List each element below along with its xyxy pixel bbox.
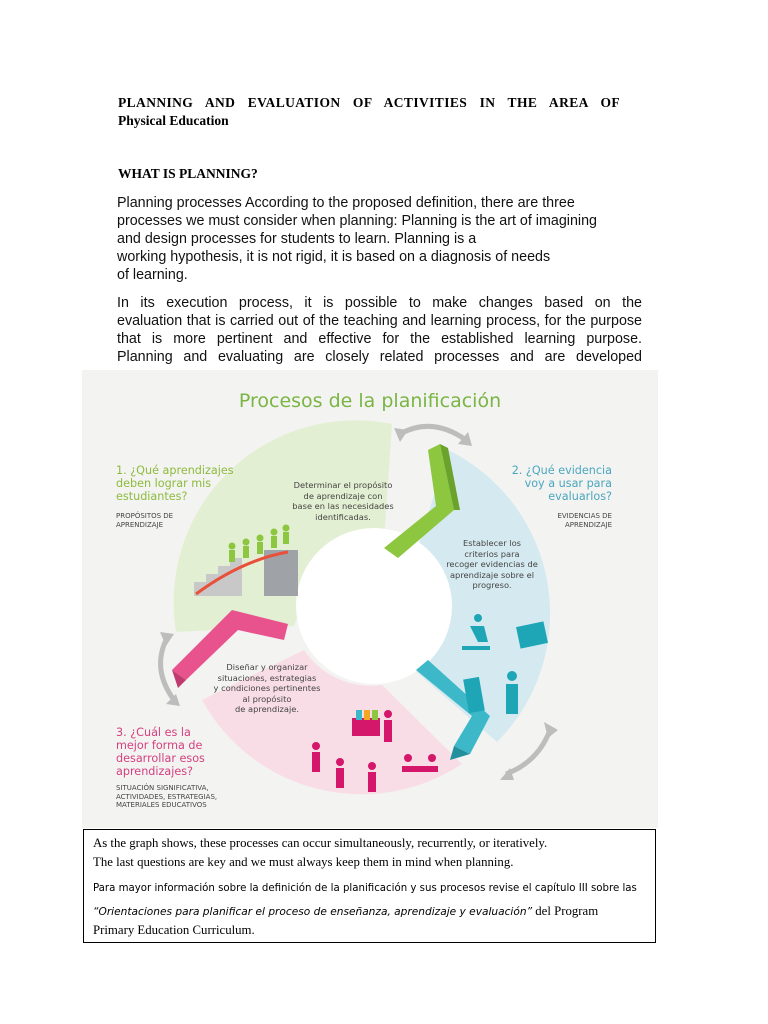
inner-line: de aprendizaje con [303,490,383,501]
inner-line: y condiciones pertinentes [213,683,321,694]
note-line-1: As the graph shows, these processes can occur simultaneously, recurrently, or iteratively. [93,836,548,850]
paragraph-line: Planning processes According to the proposed definition, there are three [117,195,575,211]
paragraph-line: that is more pertinent and effective for the established learning purpose. [117,331,642,347]
question-line: 2. ¿Qué evidencia [511,464,612,477]
cycle-arrow-top-head1 [394,428,408,442]
inner-line: identificadas. [315,511,371,522]
note-line-5: Primary Education Curriculum. [93,923,255,937]
note-italic-title: “Orientaciones para planificar el proceso de enseñanza, aprendizaje y evaluación” [93,906,533,918]
question-line: aprendizajes? [116,765,193,778]
note-line-2: The last questions are key and we must always keep them in mind when planning. [93,855,514,869]
title-line-1: PLANNING AND EVALUATION OF ACTIVITIES IN THE AREA OF [118,95,620,110]
caption-line: ACTIVIDADES, ESTRATEGIAS, [116,792,218,801]
note-line-4 [93,904,598,919]
paragraph-line: of learning. [117,267,188,283]
inner-line: progreso. [472,580,512,591]
question-line: estudiantes? [116,490,188,503]
question-3 [116,726,205,778]
inner-text-1 [278,480,408,522]
paragraph-line: evaluation that is carried out of the teaching and learning process, for the purpose [117,313,642,329]
inner-line: de aprendizaje. [234,704,299,715]
caption-line: EVIDENCIAS DE [557,512,612,520]
paragraph-line: In its execution process, it is possible to make changes based on the [117,295,642,311]
paragraph-line: processes we must consider when planning: Planning is the art of imagining [117,213,598,229]
question-line: mejor forma de [116,739,203,752]
inner-line: recoger evidencias de [446,559,538,570]
paragraph-1 [117,194,597,284]
question-1 [116,464,234,503]
caption-line: MATERIALES EDUCATIVOS [116,801,207,809]
question-3-caption [116,784,217,810]
inner-line: situaciones, estrategias [217,672,317,683]
cycle-arrow-top [400,426,466,440]
section-heading: WHAT IS PLANNING? [118,166,258,181]
inner-text-2 [432,538,552,591]
cycle-arrow-right [506,730,550,774]
inner-line: Establecer los [463,538,521,548]
inner-text-3 [202,662,332,715]
planning-process-diagram [82,370,658,828]
caption-line: SITUACIÓN SIGNIFICATIVA, [116,784,209,792]
question-line: voy a usar para [524,477,612,490]
document-title [118,94,620,130]
question-line: deben lograr mis [116,477,212,490]
inner-line: Determinar el propósito [293,480,393,490]
question-1-caption [116,512,173,529]
title-line-2: Physical Education [118,113,229,128]
inner-line: criterios para [464,548,520,559]
inner-line: al propósito [242,693,292,704]
question-line: desarrollar esos [116,752,205,765]
diagram-title: Procesos de la planificación [238,390,502,412]
question-line: 1. ¿Qué aprendizajes [116,464,234,477]
note-line-3: Para mayor información sobre la definición de la planificación y sus procesos revise el capítulo III sobre las [93,883,637,894]
note-line-4-tail: del Program [532,904,599,918]
inner-line: base en las necesidades [292,501,394,512]
question-line: evaluarlos? [548,490,612,503]
paragraph-line: and design processes for students to learn. Planning is a [117,231,477,247]
paragraph-line: Planning and evaluating are closely related processes and are developed [117,349,642,365]
note-box [83,829,656,943]
question-2 [492,464,612,503]
caption-line: PROPÓSITOS DE [116,512,174,520]
paragraph-2 [117,294,642,366]
inner-line: Diseñar y organizar [226,662,308,672]
inner-line: aprendizaje sobre el [449,569,535,580]
question-line: 3. ¿Cuál es la [116,726,191,739]
caption-line: APRENDIZAJE [564,520,612,529]
cycle-arrow-left [161,640,174,700]
caption-line: APRENDIZAJE [116,520,164,529]
paragraph-line: working hypothesis, it is not rigid, it is based on a diagnosis of needs [117,249,551,265]
question-2-caption [532,512,612,529]
